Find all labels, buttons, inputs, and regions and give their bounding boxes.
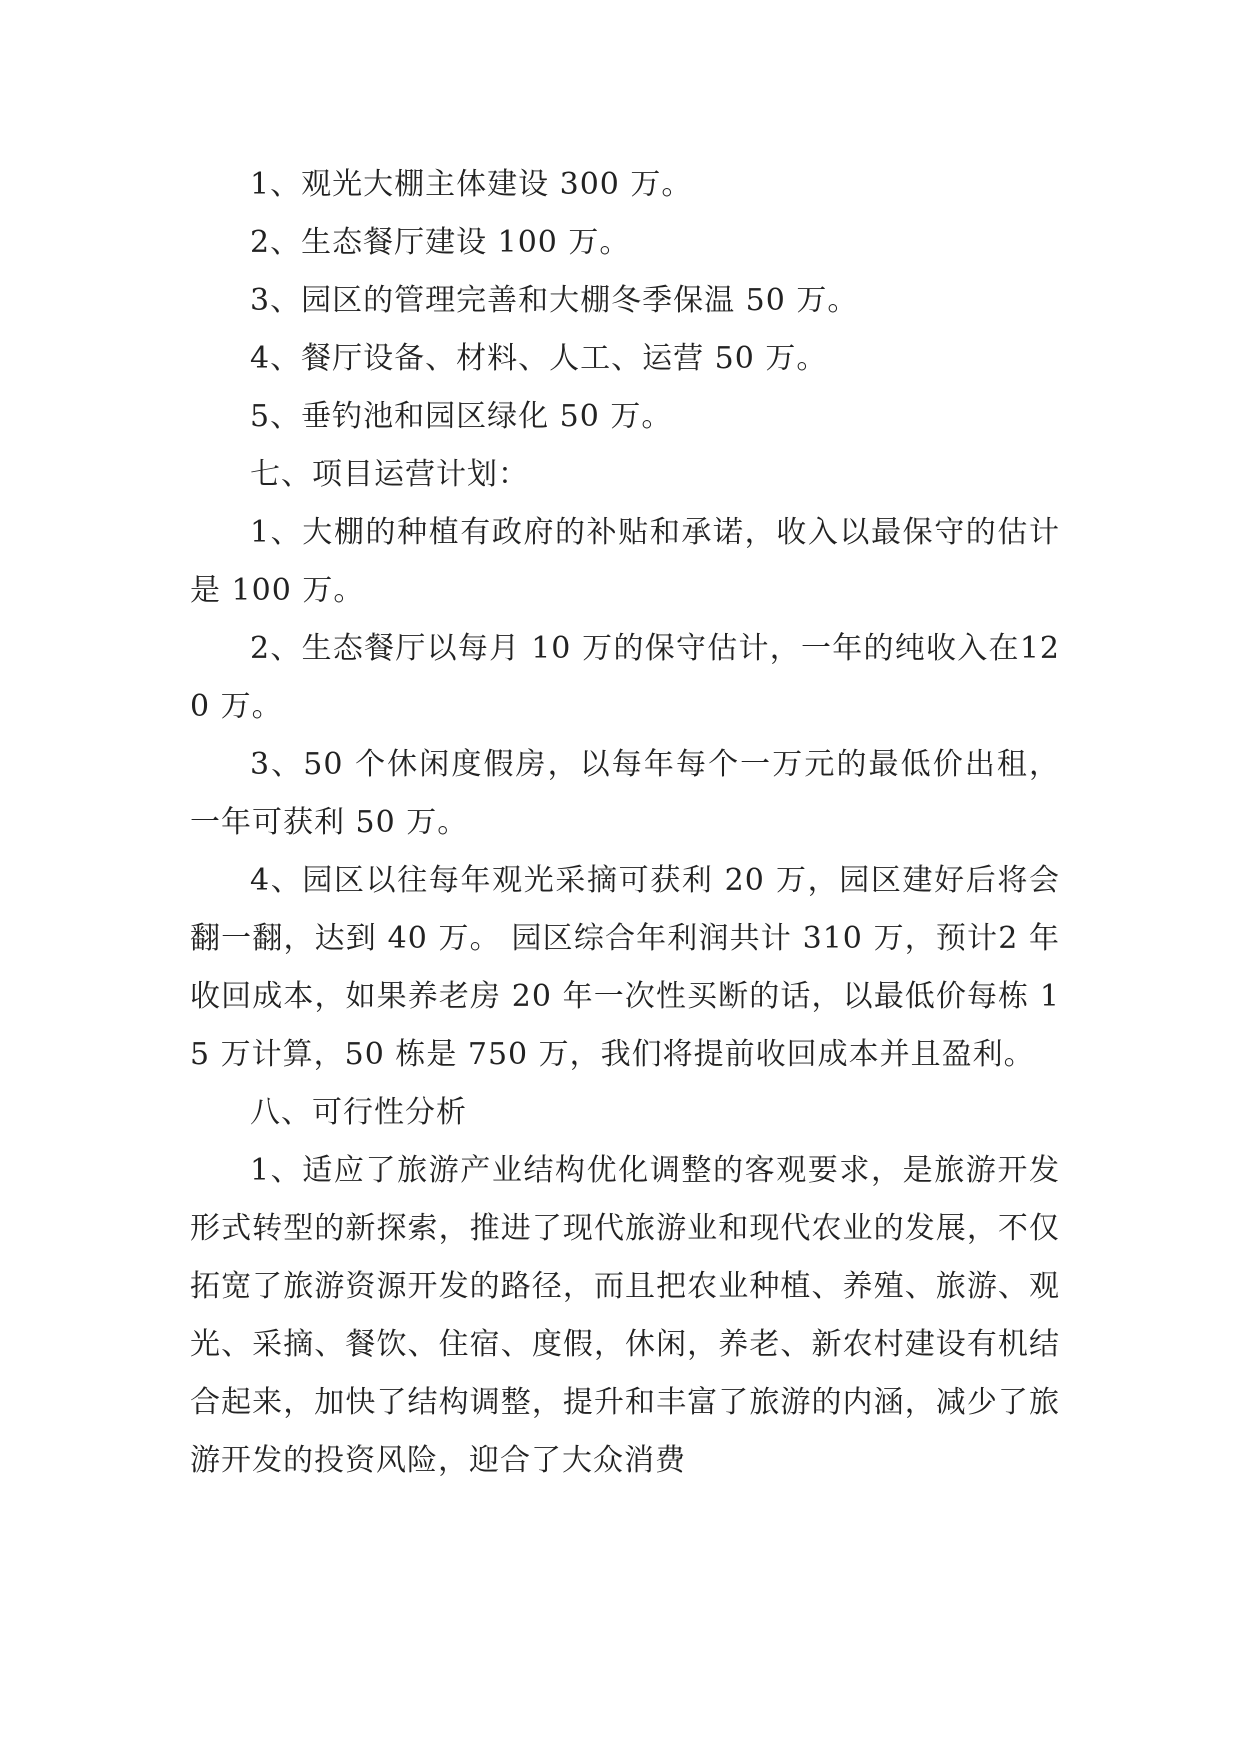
investment-item-2: 2、生态餐厅建设 100 万。 [250, 225, 631, 260]
operation-item-4: 4、园区以往每年观光采摘可获利 20 万，园区建好后将会翻一翻，达到 40 万。 园区综合年利润共计 310 万，预计2 年收回成本，如果养老房 20 年一次性买断的话，以最低价每栋 15 万计算，50 栋是 750 万，我们将提前收回成本并且盈利。 [190, 863, 1060, 1072]
section-heading-feasibility: 八、可行性分析 [250, 1095, 467, 1130]
investment-item-1: 1、观光大棚主体建设 300 万。 [250, 167, 693, 202]
document-body [190, 156, 1060, 1490]
operation-item-1: 1、大棚的种植有政府的补贴和承诺，收入以最保守的估计是 100 万。 [190, 515, 1060, 608]
section-heading-operation-plan: 七、项目运营计划： [250, 457, 529, 492]
operation-item-3: 3、50 个休闲度假房，以每年每个一万元的最低价出租，一年可获利 50 万。 [190, 747, 1060, 840]
investment-item-3: 3、园区的管理完善和大棚冬季保温 50 万。 [250, 283, 859, 318]
feasibility-item-1: 1、适应了旅游产业结构优化调整的客观要求，是旅游开发形式转型的新探索，推进了现代旅游业和现代农业的发展，不仅拓宽了旅游资源开发的路径，而且把农业种植、养殖、旅游、观光、采摘、餐饮、住宿、度假，休闲，养老、新农村建设有机结合起来，加快了结构调整，提升和丰富了旅游的内涵，减少了旅游开发的投资风险，迎合了大众消费 [190, 1153, 1060, 1478]
investment-item-4: 4、餐厅设备、材料、人工、运营 50 万。 [250, 341, 828, 376]
investment-item-5: 5、垂钓池和园区绿化 50 万。 [250, 399, 673, 434]
operation-item-2: 2、生态餐厅以每月 10 万的保守估计，一年的纯收入在120 万。 [190, 631, 1060, 724]
